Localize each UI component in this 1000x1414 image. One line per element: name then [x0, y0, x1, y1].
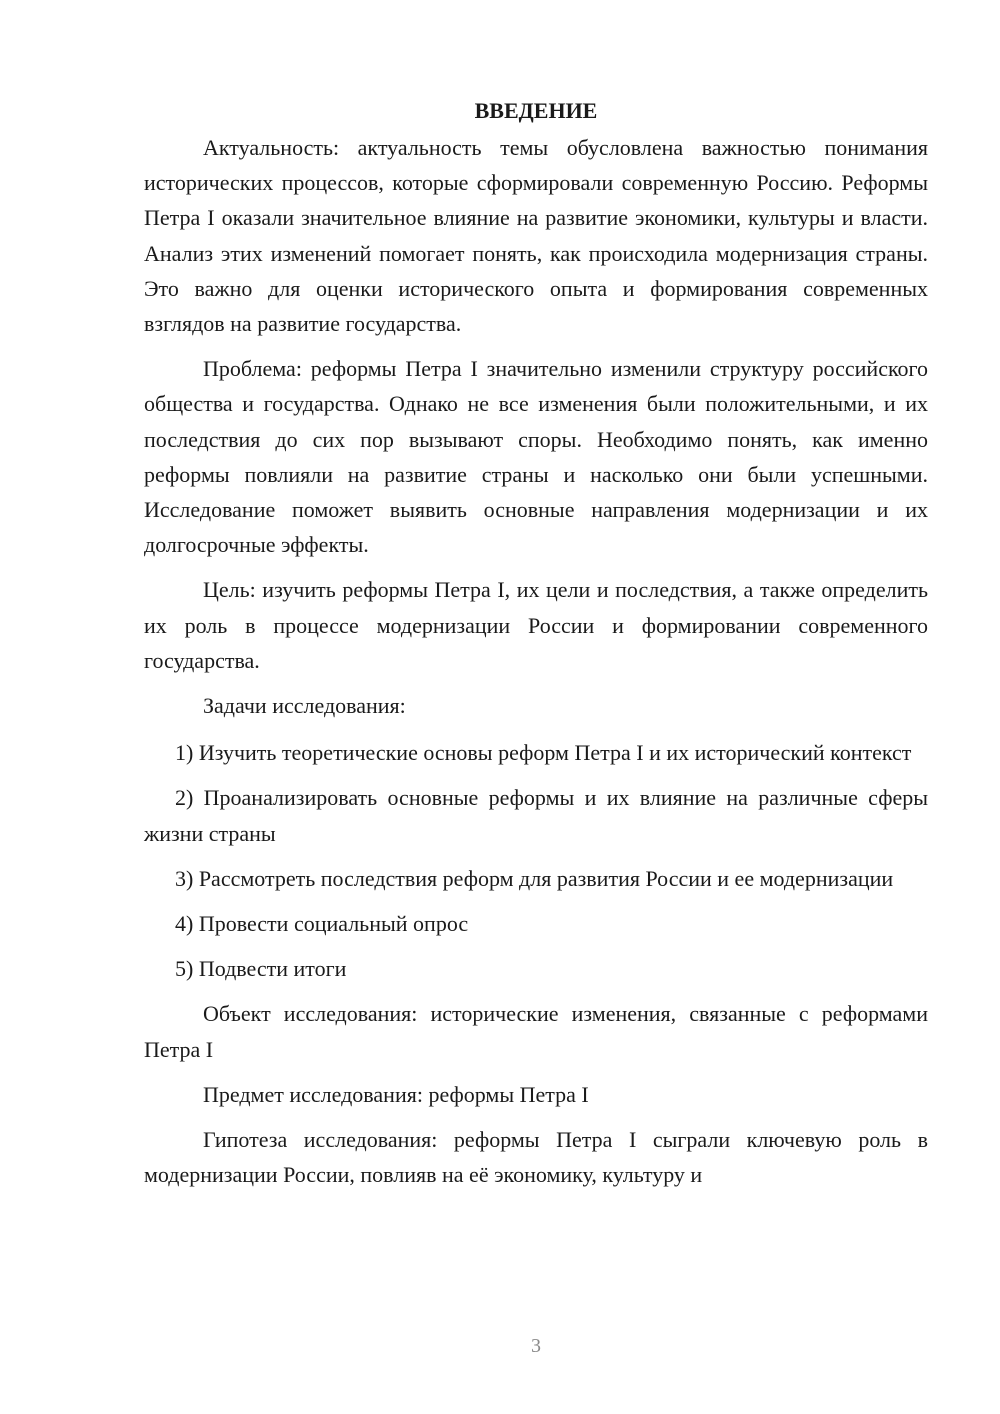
page-number: 3 — [531, 1335, 541, 1357]
task-item-4: 4) Провести социальный опрос — [175, 911, 469, 937]
paragraph-subject: Предмет исследования: реформы Петра I — [203, 1081, 589, 1107]
paragraph-hypothesis: Гипотеза исследования: реформы Петра I сыграли ключевую роль в модернизации России, повлияв на её экономику, культуру и — [144, 1127, 928, 1188]
task-item-1: 1) Изучить теоретические основы реформ Петра I и их исторический контекст — [175, 740, 912, 766]
paragraph-object: Объект исследования: исторические изменения, связанные с реформами Петра I — [144, 1001, 928, 1062]
tasks-list — [144, 735, 928, 986]
section-title: ВВЕДЕНИЕ — [474, 98, 598, 123]
tasks-heading: Задачи исследования: — [203, 693, 406, 719]
paragraph-problem: Проблема: реформы Петра I значительно изменили структуру российского общества и государства. Однако не все изменения были положительными, и их последствия до сих пор вызывают споры. Необходимо понять, как именно реформы повлияли на развитие страны и насколько они были успешными. Исследование поможет выявить основные направления модернизации и их долгосрочные эффекты. — [144, 356, 928, 558]
document-page — [144, 96, 928, 1192]
paragraph-relevance: Актуальность: актуальность темы обусловлена важностью понимания исторических процессов, которые сформировали современную Россию. Реформы Петра I оказали значительное влияние на развитие экономики, культуры и власти. Анализ этих изменений помогает понять, как происходила модернизация страны. Это важно для оценки исторического опыта и формирования современных взглядов на развитие государства. — [144, 135, 928, 337]
task-item-5: 5) Подвести итоги — [175, 956, 347, 982]
paragraph-goal: Цель: изучить реформы Петра I, их цели и последствия, а также определить их роль в процессе модернизации России и формировании современного государства. — [144, 577, 928, 673]
task-item-2: 2) Проанализировать основные реформы и их влияние на различные сферы жизни страны — [144, 785, 928, 846]
task-item-3: 3) Рассмотреть последствия реформ для развития России и ее модернизации — [175, 865, 894, 891]
